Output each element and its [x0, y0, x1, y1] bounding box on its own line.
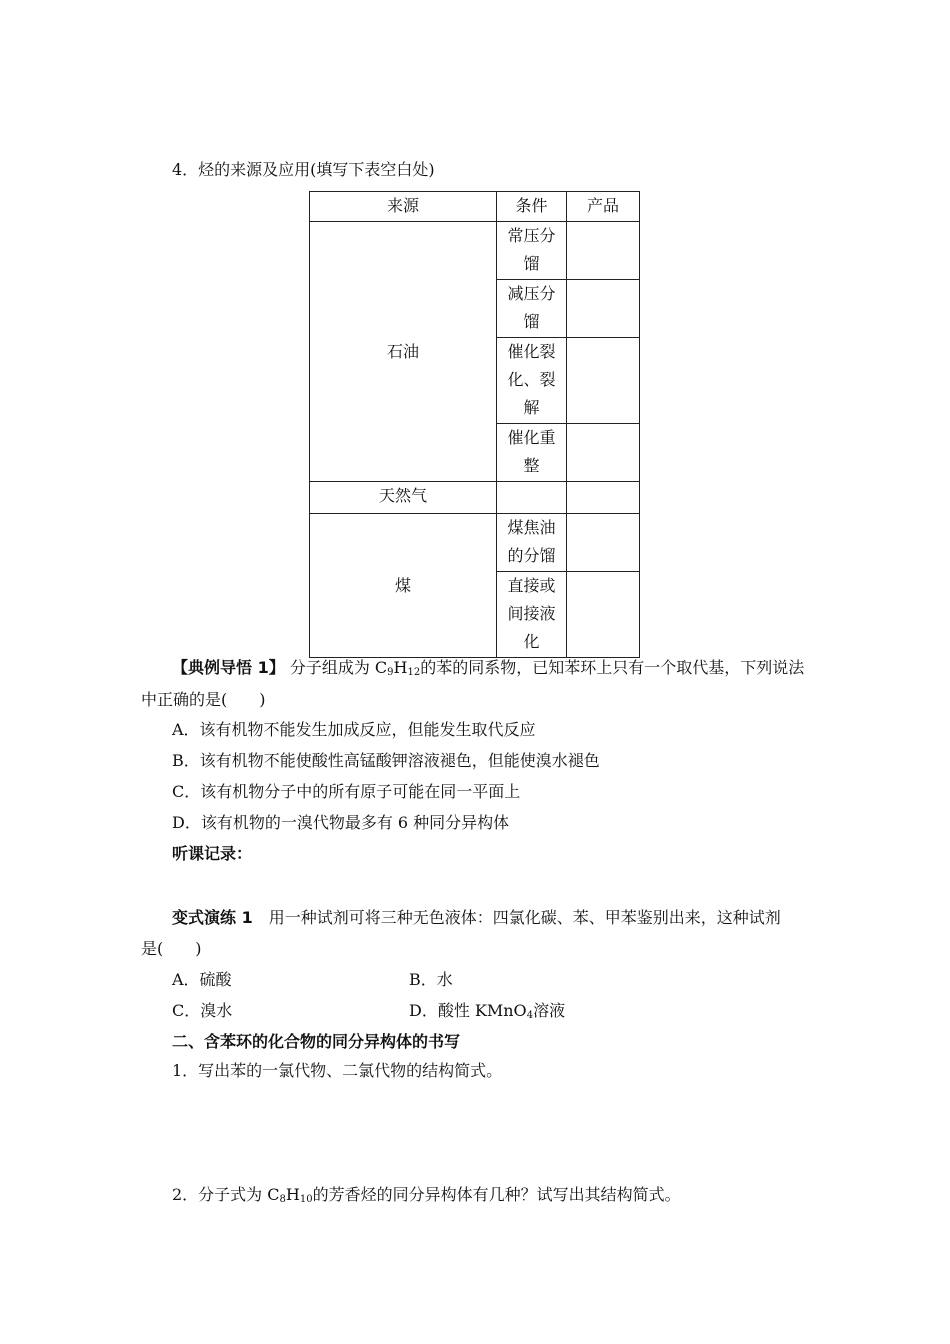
- variant1-stem: 用一种试剂可将三种无色液体：四氯化碳、苯、甲苯鉴别出来，这种试剂: [268, 908, 781, 927]
- variant1-option-a: A．硫酸: [172, 970, 232, 989]
- subscript: 8: [279, 1194, 286, 1205]
- section4-title: 4．烃的来源及应用(填写下表空白处): [172, 160, 435, 179]
- header-condition: 条件: [497, 192, 567, 222]
- condition-blank: [497, 482, 567, 514]
- variant1-stem-line2: 是( ): [141, 939, 202, 958]
- variant1-option-b: B．水: [409, 970, 453, 989]
- notes-label: 听课记录：: [172, 844, 253, 863]
- section2-q2-h: H: [285, 1185, 300, 1204]
- subscript: 9: [387, 667, 394, 678]
- condition-text: 催化重: [507, 428, 556, 447]
- variant1-stem-line1: [172, 908, 781, 928]
- product-blank: [567, 424, 640, 482]
- source-natural-gas: 天然气: [310, 482, 497, 514]
- condition-cell: [497, 424, 567, 482]
- product-blank: [567, 514, 640, 572]
- product-blank: [567, 222, 640, 280]
- subscript: 12: [407, 667, 421, 678]
- condition-text: 催化裂: [507, 342, 556, 361]
- condition-text: 馏: [523, 254, 540, 273]
- variant1-heading: 变式演练 1: [172, 908, 253, 927]
- example1-option-c: C．该有机物分子中的所有原子可能在同一平面上: [172, 782, 521, 801]
- example1-heading: 【典例导悟 1】: [172, 658, 285, 677]
- example1-option-a: A．该有机物不能发生加成反应，但能发生取代反应: [172, 720, 536, 739]
- condition-cell: [497, 222, 567, 280]
- product-blank: [567, 482, 640, 514]
- example1-stem-h: H: [393, 658, 408, 677]
- hydrocarbon-source-table: [309, 191, 640, 658]
- example1-stem-line2: 中正确的是( ): [141, 690, 266, 709]
- variant1-option-d: [409, 1001, 565, 1021]
- example1-stem-b: 的苯的同系物，已知苯环上只有一个取代基，下列说法: [420, 658, 805, 677]
- subscript: 4: [526, 1010, 534, 1021]
- section2-question1: 1．写出苯的一氯代物、二氯代物的结构简式。: [172, 1061, 503, 1080]
- condition-text: 化、裂: [507, 370, 556, 389]
- example1-stem-line1: [172, 658, 804, 678]
- condition-text: 煤焦油: [507, 518, 556, 537]
- product-blank: [567, 338, 640, 424]
- condition-text: 解: [523, 398, 540, 417]
- variant1-option-d-suffix: 溶液: [533, 1001, 566, 1020]
- condition-cell: [497, 280, 567, 338]
- header-source: 来源: [310, 192, 497, 222]
- variant1-option-c: C．溴水: [172, 1001, 233, 1020]
- product-blank: [567, 572, 640, 658]
- section2-question2: [172, 1185, 681, 1205]
- section2-q2-a: 2．分子式为 C: [172, 1185, 280, 1204]
- condition-text: 减压分: [507, 284, 556, 303]
- example1-option-d: D．该有机物的一溴代物最多有 6 种同分异构体: [172, 813, 510, 832]
- condition-text: 间接液: [507, 604, 556, 623]
- condition-cell: [497, 572, 567, 658]
- condition-cell: [497, 514, 567, 572]
- condition-text: 化: [523, 632, 540, 651]
- condition-text: 直接或: [507, 576, 556, 595]
- condition-text: 常压分: [507, 226, 556, 245]
- condition-text: 整: [523, 456, 540, 475]
- example1-option-b: B．该有机物不能使酸性高锰酸钾溶液褪色，但能使溴水褪色: [172, 751, 600, 770]
- example1-stem-a: 分子组成为 C: [289, 658, 388, 677]
- condition-cell: [497, 338, 567, 424]
- section2-heading: 二、含苯环的化合物的同分异构体的书写: [172, 1032, 461, 1051]
- source-petroleum-label: 石油: [386, 341, 419, 361]
- section2-q2-b: 的芳香烃的同分异构体有几种？试写出其结构简式。: [312, 1185, 681, 1204]
- condition-text: 的分馏: [507, 546, 556, 565]
- subscript: 10: [299, 1194, 313, 1205]
- source-coal-label: 煤: [394, 575, 411, 595]
- condition-text: 馏: [523, 312, 540, 331]
- header-product: 产品: [567, 192, 640, 222]
- source-petroleum: [310, 222, 497, 482]
- product-blank: [567, 280, 640, 338]
- variant1-option-d-text: D．酸性 KMnO: [409, 1001, 527, 1020]
- source-coal: [310, 514, 497, 658]
